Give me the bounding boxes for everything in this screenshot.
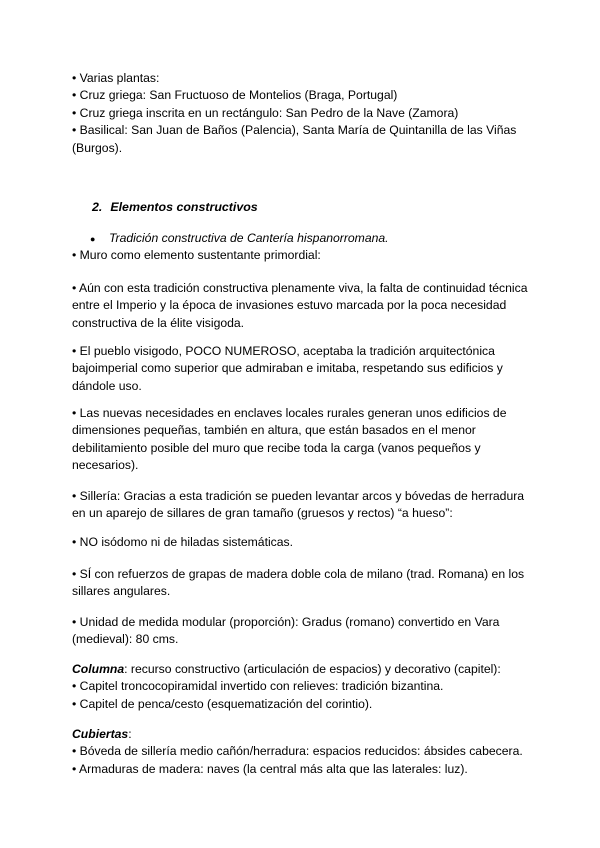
intro-list: [72, 70, 537, 157]
paragraph: • NO isódomo ni de hiladas sistemáticas.: [72, 535, 294, 549]
cubiertas-heading: [72, 726, 537, 743]
list-item: • Capitel troncocopiramidal invertido con relieves: tradición bizantina.: [72, 679, 444, 694]
list-item: • Varias plantas:: [72, 71, 160, 85]
sub-bullet-text: Tradición constructiva de Cantería hispanorromana.: [109, 231, 389, 245]
list-item: • Cruz griega inscrita en un rectángulo: San Pedro de la Nave (Zamora): [72, 105, 459, 120]
paragraph: • SÍ con refuerzos de grapas de madera doble cola de milano (trad. Romana) en los sillares angulares.: [72, 567, 525, 599]
columna-term: Columna: [72, 662, 125, 676]
list-item: • Capitel de penca/cesto (esquematización del corintio).: [72, 696, 373, 711]
columna-description: : recurso constructivo (articulación de espacios) y decorativo (capitel):: [124, 662, 501, 676]
section-title: Elementos constructivos: [110, 200, 258, 214]
columna-heading: [72, 661, 537, 678]
cubiertas-description: :: [128, 727, 132, 741]
paragraph: • Unidad de medida modular (proporción): Gradus (romano) convertido en Vara (medieval): 80 cms.: [72, 615, 500, 647]
list-item: • Basilical: San Juan de Baños (Palencia), Santa María de Quintanilla de las Viñas (Burgos).: [72, 123, 517, 155]
list-item: • Cruz griega: San Fructuoso de Montelios (Braga, Portugal): [72, 88, 398, 103]
bullet-icon: ●: [90, 234, 96, 244]
cubiertas-term: Cubiertas: [72, 727, 129, 741]
columna-section: [72, 661, 537, 713]
section-number: 2.: [92, 200, 103, 214]
section-heading: [92, 199, 258, 216]
paragraph: • El pueblo visigodo, POCO NUMEROSO, aceptaba la tradición arquitectónica bajoimperial como superior que admiraban e imitaba, respetando sus edificios y dándole uso.: [72, 344, 503, 393]
cubiertas-section: [72, 726, 537, 778]
paragraph: • Aún con esta tradición constructiva plenamente viva, la falta de continuidad técnica entre el Imperio y la época de invasiones estuvo marcada por la poca necesidad constructiva de la élite visigoda.: [72, 281, 528, 330]
list-item: • Armaduras de madera: naves (la central más alta que las laterales: luz).: [72, 761, 468, 776]
paragraph: • Las nuevas necesidades en enclaves locales rurales generan unos edificios de dimensiones pequeñas, también en altura, que están basados en el menor debilitamiento posible del muro que recibe toda la carga (vanos pequeños y necesarios).: [72, 406, 507, 473]
paragraph: • Sillería: Gracias a esta tradición se pueden levantar arcos y bóvedas de herradura en un aparejo de sillares de gran tamaño (gruesos y rectos) “a hueso”:: [72, 489, 525, 521]
list-item: • Bóveda de sillería medio cañón/herradura: espacios reducidos: ábsides cabecera.: [72, 744, 523, 759]
sub-bullet: [90, 230, 389, 248]
paragraph: • Muro como elemento sustentante primordial:: [72, 248, 321, 262]
